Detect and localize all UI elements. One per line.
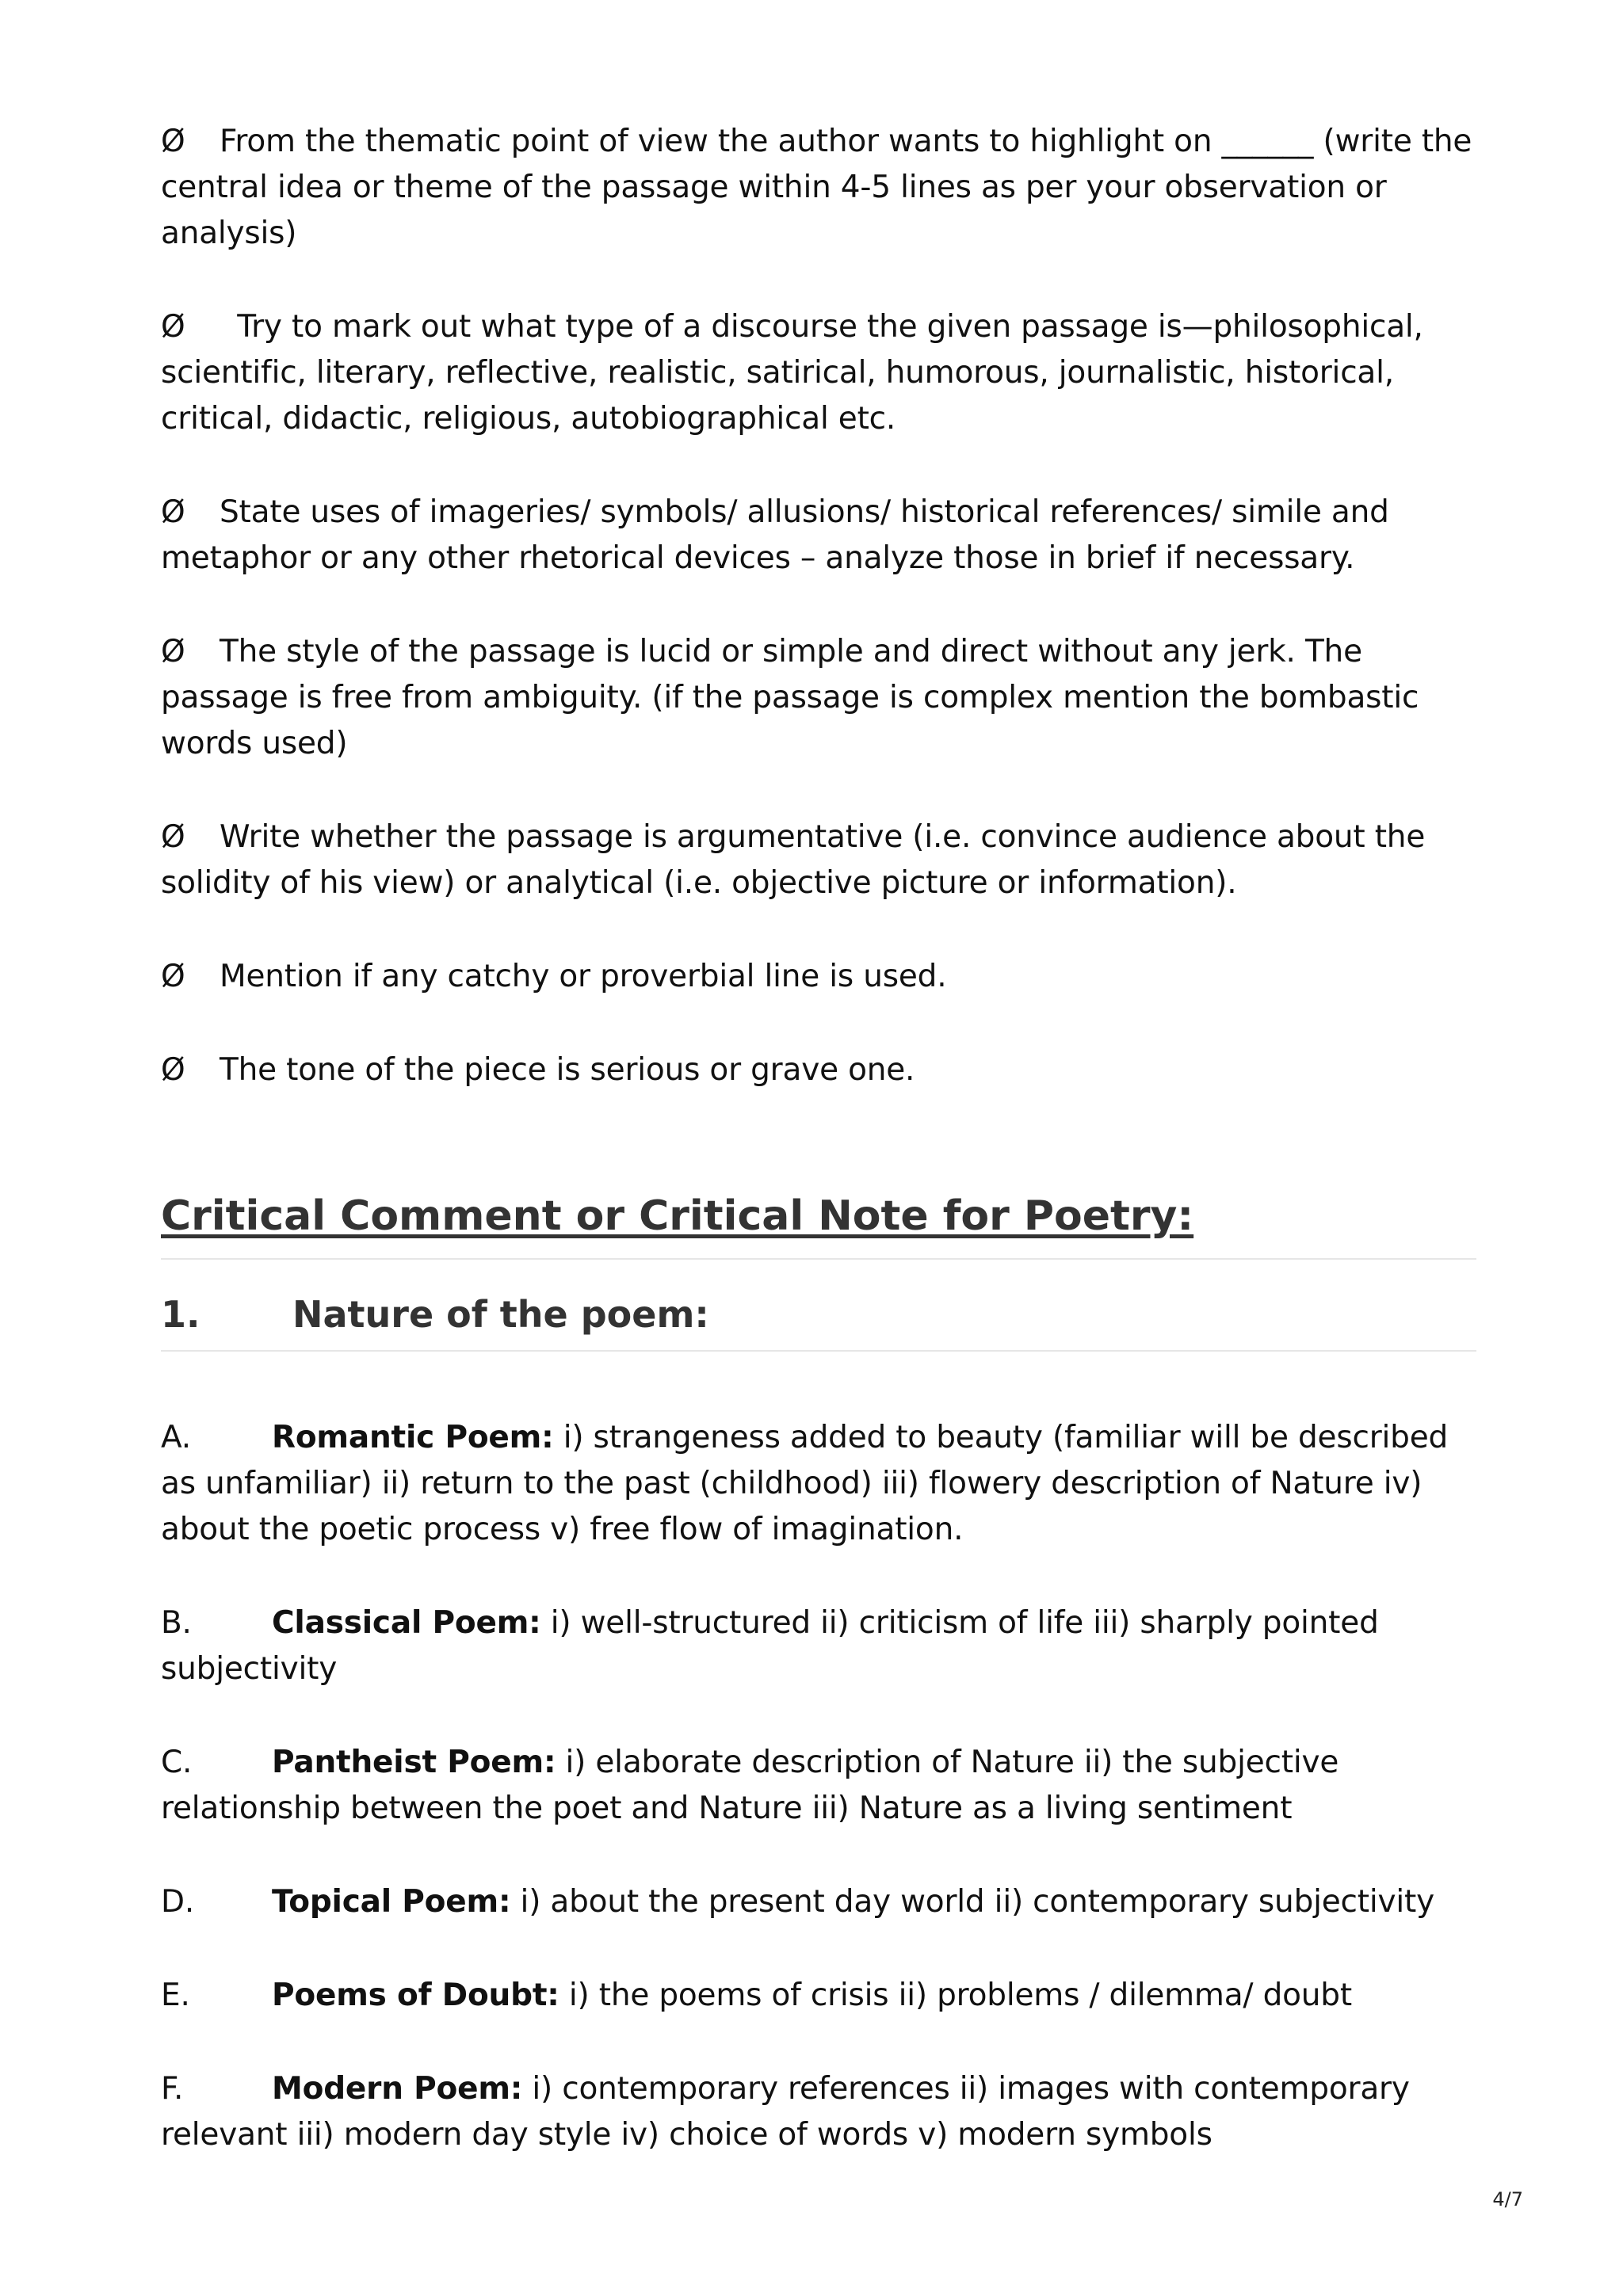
poem-type-item bbox=[161, 1879, 1476, 1925]
bullet-text: The style of the passage is lucid or simple and direct without any jerk. The passage is free from ambiguity. (if the passage is complex mention the bombastic words used) bbox=[161, 634, 1419, 761]
poem-type-description: i) the poems of crisis ii) problems / dilemma/ doubt bbox=[559, 1978, 1352, 2013]
subsection-number: 1. bbox=[161, 1293, 200, 1336]
poem-type-letter: E. bbox=[161, 1978, 190, 2013]
page-number: 4/7 bbox=[1492, 2188, 1523, 2210]
bullet-marker: Ø bbox=[161, 819, 185, 855]
poem-type-item bbox=[161, 1415, 1476, 1553]
poem-type-item bbox=[161, 2066, 1476, 2158]
bullet-item bbox=[161, 814, 1476, 906]
bullet-item bbox=[161, 954, 1476, 1000]
poem-type-letter: A. bbox=[161, 1420, 191, 1455]
bullet-item bbox=[161, 304, 1476, 442]
bullet-text: The tone of the piece is serious or grave one. bbox=[220, 1052, 915, 1088]
subsection-heading bbox=[161, 1288, 1476, 1352]
poem-type-name: Modern Poem: bbox=[272, 2071, 523, 2107]
document-page bbox=[161, 119, 1476, 2206]
poem-type-letter: B. bbox=[161, 1605, 192, 1641]
poem-type-name: Poems of Doubt: bbox=[272, 1978, 559, 2013]
bullet-text: From the thematic point of view the author wants to highlight on ______ (write the central idea or theme of the passage within 4-5 lines as per your observation or analysis) bbox=[161, 124, 1472, 251]
poem-type-name: Topical Poem: bbox=[272, 1884, 511, 1920]
bullet-item bbox=[161, 119, 1476, 257]
bullet-item bbox=[161, 629, 1476, 767]
poem-type-description: i) well-structured ii) criticism of life iii) sharply pointed subjectivity bbox=[161, 1605, 1379, 1687]
bullet-marker: Ø bbox=[161, 124, 185, 159]
bullet-marker: Ø bbox=[161, 1052, 185, 1088]
poem-type-item bbox=[161, 1740, 1476, 1832]
poem-type-description: i) about the present day world ii) contemporary subjectivity bbox=[510, 1884, 1435, 1920]
poem-type-description: i) elaborate description of Nature ii) the subjective relationship between the poet and Nature iii) Nature as a living sentiment bbox=[161, 1745, 1339, 1826]
bullet-marker: Ø bbox=[161, 634, 185, 669]
poem-type-name: Pantheist Poem: bbox=[272, 1745, 556, 1780]
poem-type-letter: D. bbox=[161, 1884, 195, 1920]
poem-type-item bbox=[161, 1600, 1476, 1692]
bullet-item bbox=[161, 490, 1476, 582]
bullet-text: Mention if any catchy or proverbial line is used. bbox=[220, 959, 947, 994]
poem-type-letter: C. bbox=[161, 1745, 193, 1780]
poem-type-description: i) strangeness added to beauty (familiar will be described as unfamiliar) ii) return to the past (childhood) iii) flowery description of Nature iv) about the poetic process v) free flow of imagination. bbox=[161, 1420, 1449, 1547]
poem-type-item bbox=[161, 1973, 1476, 2019]
poem-type-name: Romantic Poem: bbox=[272, 1420, 554, 1455]
bullet-marker: Ø bbox=[161, 309, 185, 345]
subsection-title: Nature of the poem: bbox=[292, 1293, 709, 1336]
bullet-marker: Ø bbox=[161, 494, 185, 530]
section-title: Critical Comment or Critical Note for Poetry: bbox=[161, 1188, 1476, 1260]
bullet-text: Write whether the passage is argumentative (i.e. convince audience about the solidity of his view) or analytical (i.e. objective picture or information). bbox=[161, 819, 1426, 901]
poem-type-description: i) contemporary references ii) images with contemporary relevant iii) modern day style iv) choice of words v) modern symbols bbox=[161, 2071, 1410, 2153]
bullet-item bbox=[161, 1047, 1476, 1093]
bullet-text: State uses of imageries/ symbols/ allusions/ historical references/ simile and metaphor or any other rhetorical devices – analyze those in brief if necessary. bbox=[161, 494, 1389, 576]
bullet-text: Try to mark out what type of a discourse the given passage is—philosophical, scientific, literary, reflective, realistic, satirical, humorous, journalistic, historical, critical, didactic, religious, autobiographical etc. bbox=[161, 309, 1423, 437]
poem-type-letter: F. bbox=[161, 2071, 184, 2107]
poem-type-name: Classical Poem: bbox=[272, 1605, 541, 1641]
bullet-marker: Ø bbox=[161, 959, 185, 994]
poem-types-list bbox=[161, 1415, 1476, 2158]
